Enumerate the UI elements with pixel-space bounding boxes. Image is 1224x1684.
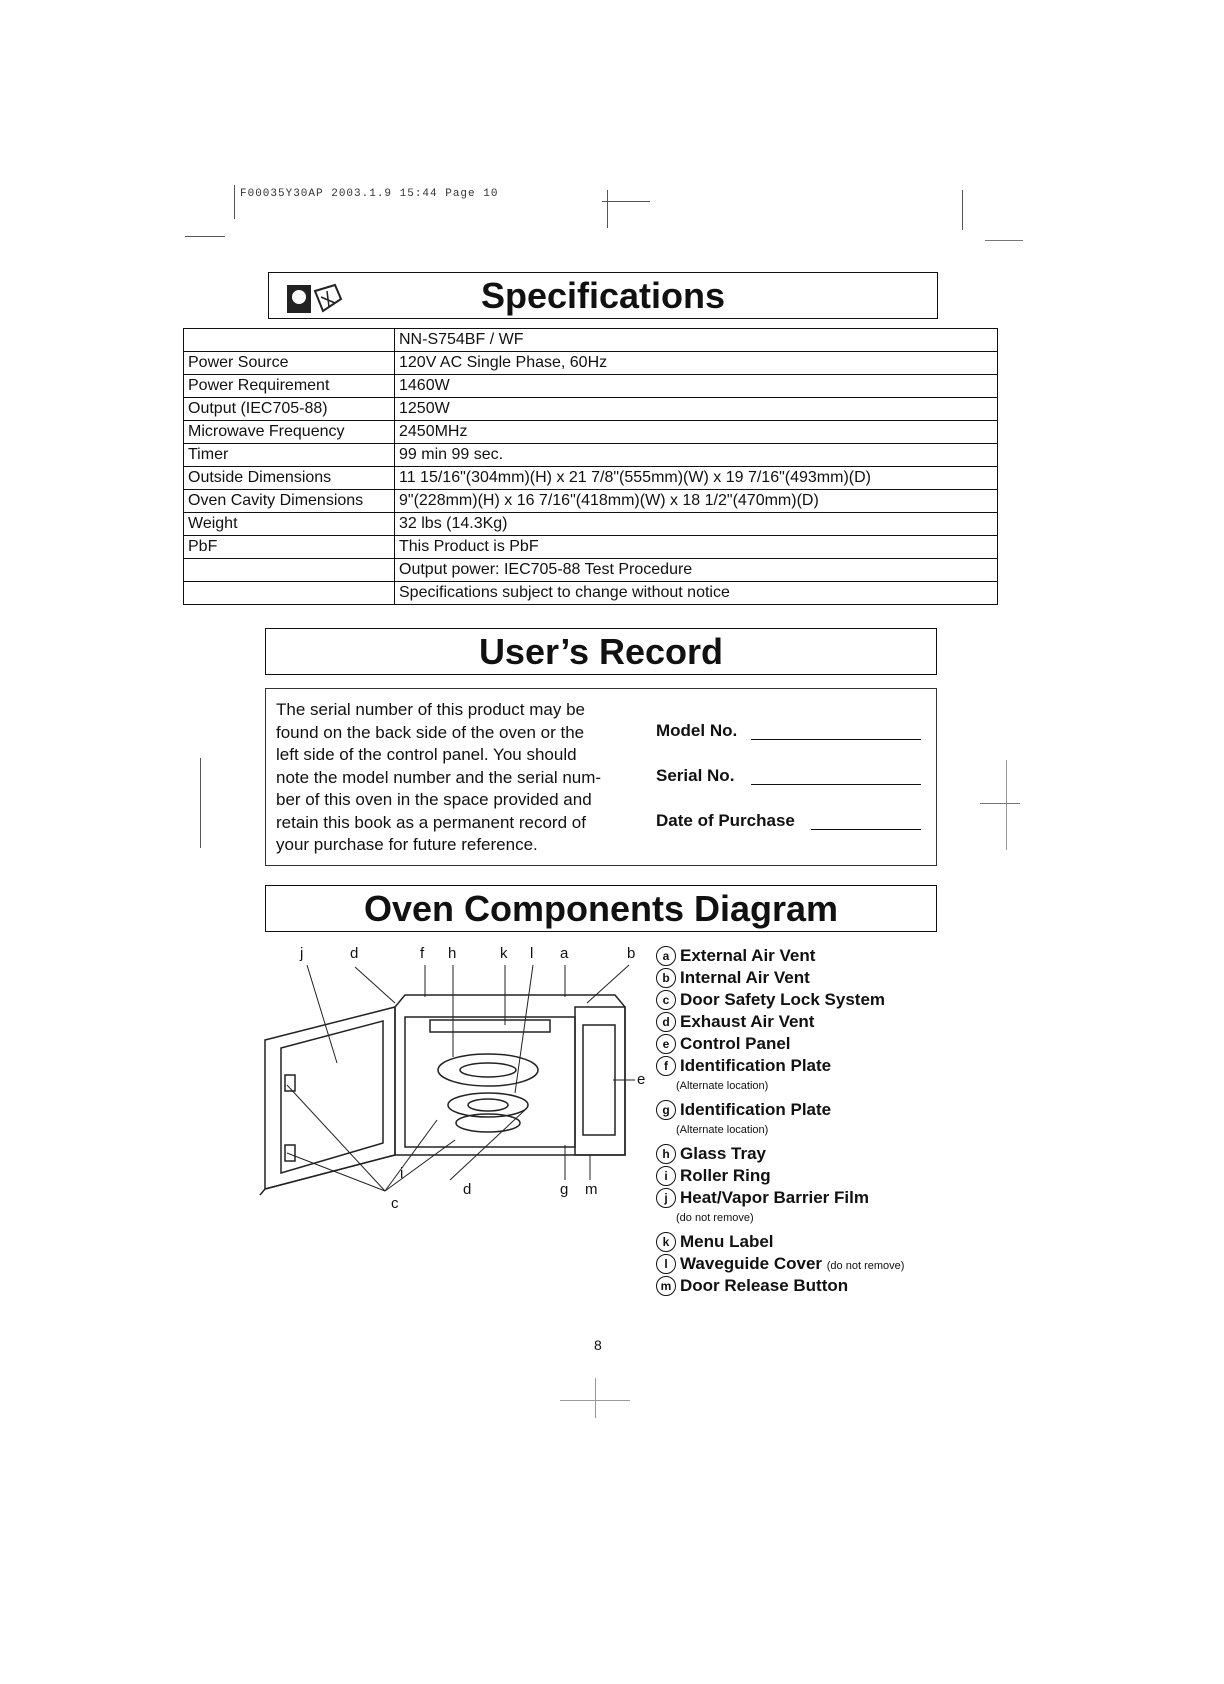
callout-i: i xyxy=(400,1165,404,1182)
component-label: Control Panel xyxy=(680,1034,791,1053)
callout-j: j xyxy=(300,945,304,962)
component-label: Heat/Vapor Barrier Film xyxy=(680,1188,869,1207)
callout-d-lower: d xyxy=(463,1181,472,1198)
crop-mark xyxy=(560,1400,630,1401)
specifications-table xyxy=(183,328,998,605)
component-label: Menu Label xyxy=(680,1232,774,1251)
date-of-purchase-line xyxy=(811,829,921,830)
letter-badge: e xyxy=(656,1034,676,1054)
text-line: note the model number and the serial num- xyxy=(276,767,602,787)
crop-mark xyxy=(602,201,650,202)
users-record-title-box xyxy=(265,628,937,675)
callout-a: a xyxy=(560,945,569,962)
component-label: Internal Air Vent xyxy=(680,968,810,987)
list-item xyxy=(656,1033,904,1055)
letter-badge: b xyxy=(656,968,676,988)
callout-b: b xyxy=(627,945,636,962)
spec-label: Microwave Frequency xyxy=(184,421,395,444)
crop-mark xyxy=(962,190,963,230)
crop-mark xyxy=(234,185,235,219)
date-of-purchase-field[interactable] xyxy=(656,811,926,831)
table-row xyxy=(184,582,998,605)
spec-value: 11 15/16"(304mm)(H) x 21 7/8"(555mm)(W) x 19 7/16"(493mm)(D) xyxy=(395,467,998,490)
spec-value: This Product is PbF xyxy=(395,536,998,559)
crop-mark xyxy=(185,236,225,237)
table-row xyxy=(184,490,998,513)
component-note: (Alternate location) xyxy=(676,1080,769,1092)
crop-mark xyxy=(200,758,201,848)
spec-label: Power Requirement xyxy=(184,375,395,398)
letter-badge: d xyxy=(656,1012,676,1032)
model-cell: NN-S754BF / WF xyxy=(395,329,998,352)
list-item xyxy=(656,1275,904,1297)
component-label: Exhaust Air Vent xyxy=(680,1012,815,1031)
table-row xyxy=(184,421,998,444)
component-note: (Alternate location) xyxy=(676,1124,769,1136)
print-header: F00035Y30AP 2003.1.9 15:44 Page 10 xyxy=(240,188,499,200)
spec-label: Oven Cavity Dimensions xyxy=(184,490,395,513)
callout-g: g xyxy=(560,1181,569,1198)
list-item xyxy=(656,1011,904,1033)
date-of-purchase-label: Date of Purchase xyxy=(656,811,795,830)
crop-mark xyxy=(607,190,608,228)
text-line: left side of the control panel. You should xyxy=(276,745,577,764)
spec-value: 99 min 99 sec. xyxy=(395,444,998,467)
component-label: Glass Tray xyxy=(680,1144,767,1163)
serial-no-field[interactable] xyxy=(656,766,926,786)
table-row xyxy=(184,352,998,375)
spec-label: PbF xyxy=(184,536,395,559)
component-label: Door Release Button xyxy=(680,1276,849,1295)
list-item xyxy=(656,989,904,1011)
users-record-box xyxy=(265,688,937,866)
spec-label: Timer xyxy=(184,444,395,467)
list-item xyxy=(656,1055,904,1077)
page-number: 8 xyxy=(594,1337,602,1353)
oven-diagram xyxy=(255,945,650,1230)
component-label: Waveguide Cover xyxy=(680,1254,823,1273)
callout-m: m xyxy=(585,1181,598,1198)
model-no-label: Model No. xyxy=(656,721,738,740)
component-label: Identification Plate xyxy=(680,1100,832,1119)
component-note: (do not remove) xyxy=(676,1212,754,1224)
specifications-title: Specifications xyxy=(480,275,726,316)
callout-e: e xyxy=(637,1071,646,1088)
letter-badge: m xyxy=(656,1276,676,1296)
callout-l: l xyxy=(530,945,534,962)
letter-badge: f xyxy=(656,1056,676,1076)
serial-no-label: Serial No. xyxy=(656,766,735,785)
callout-d: d xyxy=(350,945,359,962)
text-line: The serial number of this product may be xyxy=(276,700,585,719)
spec-value: 32 lbs (14.3Kg) xyxy=(395,513,998,536)
list-item xyxy=(656,1187,904,1209)
users-record-title: User’s Record xyxy=(478,631,724,672)
list-item xyxy=(656,1165,904,1187)
list-item xyxy=(656,1231,904,1253)
crop-mark xyxy=(985,240,1023,241)
list-item xyxy=(656,945,904,967)
letter-badge: k xyxy=(656,1232,676,1252)
component-label: Roller Ring xyxy=(680,1166,771,1185)
spec-value: 9"(228mm)(H) x 16 7/16"(418mm)(W) x 18 1/2"(470mm)(D) xyxy=(395,490,998,513)
letter-badge: i xyxy=(656,1166,676,1186)
model-no-field[interactable] xyxy=(656,721,926,741)
component-inline-note: (do not remove) xyxy=(826,1260,905,1272)
oven-components-title: Oven Components Diagram xyxy=(363,888,839,929)
spec-value: 120V AC Single Phase, 60Hz xyxy=(395,352,998,375)
callout-f: f xyxy=(420,945,425,962)
callout-c: c xyxy=(391,1195,399,1212)
table-row xyxy=(184,467,998,490)
table-row xyxy=(184,398,998,421)
spec-value: 1460W xyxy=(395,375,998,398)
spec-label: Weight xyxy=(184,513,395,536)
letter-badge: a xyxy=(656,946,676,966)
table-row xyxy=(184,559,998,582)
component-label: External Air Vent xyxy=(680,946,816,965)
table-cell xyxy=(184,559,395,582)
component-label: Identification Plate xyxy=(680,1056,832,1075)
components-list xyxy=(656,945,904,1297)
spec-label: Power Source xyxy=(184,352,395,375)
spec-label: Output (IEC705-88) xyxy=(184,398,395,421)
list-item xyxy=(656,1253,904,1275)
letter-badge: j xyxy=(656,1188,676,1208)
users-record-text xyxy=(276,699,636,857)
specifications-title-box xyxy=(268,272,938,319)
letter-badge: l xyxy=(656,1254,676,1274)
text-line: retain this book as a permanent record of xyxy=(276,812,586,832)
text-line: ber of this oven in the space provided and xyxy=(276,790,592,809)
component-label: Door Safety Lock System xyxy=(680,990,886,1009)
crop-mark xyxy=(980,803,1020,804)
serial-no-line xyxy=(751,784,921,785)
table-row xyxy=(184,536,998,559)
spec-label: Outside Dimensions xyxy=(184,467,395,490)
spec-note: Output power: IEC705-88 Test Procedure xyxy=(395,559,998,582)
callout-k: k xyxy=(500,945,508,962)
oven-components-title-box xyxy=(265,885,937,932)
spec-note: Specifications subject to change without notice xyxy=(395,582,998,605)
model-no-line xyxy=(751,739,921,740)
table-cell xyxy=(184,329,395,352)
text-line: found on the back side of the oven or the xyxy=(276,722,585,742)
list-item xyxy=(656,1099,904,1121)
table-row xyxy=(184,444,998,467)
table-row xyxy=(184,513,998,536)
text-line: your purchase for future reference. xyxy=(276,835,538,854)
spec-value: 1250W xyxy=(395,398,998,421)
table-row xyxy=(184,329,998,352)
table-cell xyxy=(184,582,395,605)
list-item xyxy=(656,1143,904,1165)
letter-badge: h xyxy=(656,1144,676,1164)
crop-mark xyxy=(595,1378,596,1418)
table-row xyxy=(184,375,998,398)
list-item xyxy=(656,967,904,989)
callout-h: h xyxy=(448,945,457,962)
letter-badge: g xyxy=(656,1100,676,1120)
spec-value: 2450MHz xyxy=(395,421,998,444)
letter-badge: c xyxy=(656,990,676,1010)
crop-mark xyxy=(1006,760,1007,850)
